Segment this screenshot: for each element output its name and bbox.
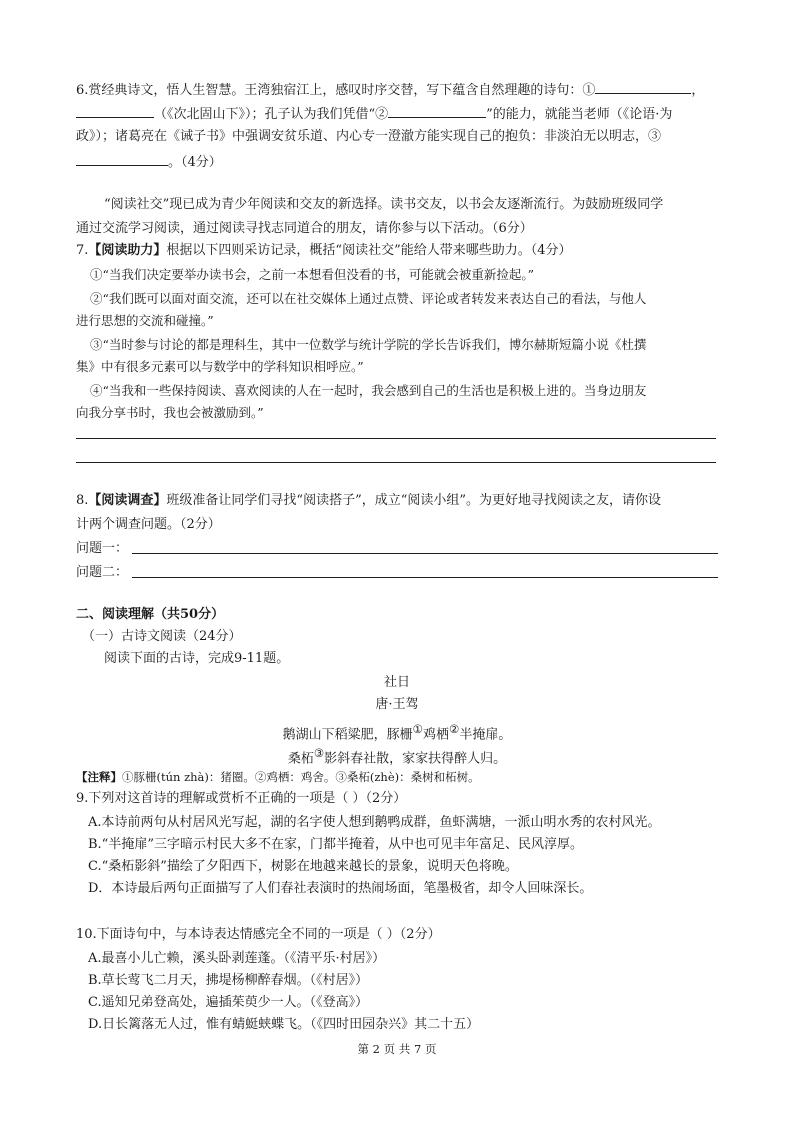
q9-stem: 9.下列对这首诗的理解或赏析不正确的一项是（ ）（2分） bbox=[76, 791, 407, 806]
q8-prompt-1: 问题一： bbox=[76, 541, 129, 556]
q7-record-2b: 进行思想的交流和碰撞。” bbox=[76, 313, 214, 328]
poem-line-1: 鹅湖山下稻粱肥，豚栅①鸡栖②半掩扉。 bbox=[282, 722, 512, 743]
q8-answer-line-1[interactable] bbox=[132, 553, 718, 554]
q10-option-c[interactable]: C.遥知兄弟登高处，遍插茱萸少一人。（《登高》） bbox=[88, 995, 369, 1010]
q10-option-b[interactable]: B.草长莺飞二月天，拂堤杨柳醉春烟。（《村居》） bbox=[88, 973, 369, 988]
q6-blank-3[interactable] bbox=[76, 152, 168, 166]
section-2-instruction: 阅读下面的古诗，完成9-11题。 bbox=[104, 651, 290, 666]
q8-prompt-2: 问题二： bbox=[76, 565, 129, 580]
q6-blank-2[interactable] bbox=[388, 104, 486, 118]
q7-record-3b: 集》中有很多元素可以与数学中的学科知识相呼应。” bbox=[76, 359, 364, 374]
q8-line-2: 计两个调查问题。（2分） bbox=[76, 517, 221, 532]
section-2-title: 二、阅读理解（共50分） bbox=[76, 607, 225, 622]
poem-author: 唐·王驾 bbox=[375, 697, 419, 712]
q9-option-d[interactable]: D．本诗最后两句正面描写了人们春社表演时的热闹场面，笔墨极省，却令人回味深长。 bbox=[88, 881, 593, 896]
q8-line-1: 8.【阅读调查】班级准备让同学们寻找“阅读搭子”，成立“阅读小组”。为更好地寻找阅读之友，请你设 bbox=[76, 493, 662, 508]
poem-annotation: 【注释】①豚栅(tún zhà)：猪圈。②鸡栖：鸡舍。③桑柘(zhè)：桑树和柘树。 bbox=[76, 770, 480, 784]
q9-option-a[interactable]: A.本诗前两句从村居风光写起，湖的名字使人想到鹅鸭成群，鱼虾满塘，一派山明水秀的农村风光。 bbox=[88, 815, 661, 830]
q8-answer-line-2[interactable] bbox=[132, 577, 718, 578]
section-2-subtitle: （一）古诗文阅读（24分） bbox=[82, 629, 242, 644]
q7-record-4b: 向我分享书时，我也会被激励到。” bbox=[76, 405, 264, 420]
q10-stem: 10.下面诗句中，与本诗表达情感完全不同的一项是（ ）（2分） bbox=[76, 927, 441, 942]
q6-line-3: 政》）；诸葛亮在《诫子书》中强调安贫乐道、内心专一澄澈方能实现自己的抱负：非淡泊无以明志，③ bbox=[76, 129, 662, 144]
poem-line-2: 桑柘③影斜春社散，家家扶得醉人归。 bbox=[287, 746, 507, 767]
q9-option-c[interactable]: C.“桑柘影斜”描绘了夕阳西下，树影在地越来越长的景象，说明天色将晚。 bbox=[88, 859, 518, 874]
q6-blank-1-cont[interactable] bbox=[76, 104, 154, 118]
q7-record-1: ①“当我们决定要举办读书会，之前一本想看但没看的书，可能就会被重新捡起。” bbox=[90, 267, 535, 282]
page-footer: 第 2 页 共 7 页 bbox=[357, 1042, 437, 1056]
q6-line-4: 。（4分） bbox=[76, 152, 222, 172]
q7-record-2a: ②“我们既可以面对面交流，还可以在社交媒体上通过点赞、评论或者转发来表达自己的看法，与他人 bbox=[90, 291, 647, 306]
q10-option-d[interactable]: D.日长篱落无人过，惟有蜻蜓蛱蝶飞。（《四时田园杂兴》其二十五） bbox=[88, 1017, 480, 1032]
q6-line-2: （《次北固山下》）；孔子认为我们凭借“② ”的能力，就能当老师（《论语·为 bbox=[76, 104, 672, 124]
q7-record-4a: ④“当我和一些保持阅读、喜欢阅读的人在一起时，我会感到自己的生活也是积极上进的。当身边朋友 bbox=[90, 383, 647, 398]
q6-line-1: 6.赏经典诗文，悟人生智慧。王湾独宿江上，感叹时序交替，写下蕴含自然理趣的诗句：① ， bbox=[76, 80, 704, 100]
q10-option-a[interactable]: A.最喜小儿亡赖，溪头卧剥莲蓬。（《清平乐·村居》） bbox=[88, 951, 386, 966]
poem-title: 社日 bbox=[383, 675, 410, 690]
q7-answer-line-1[interactable] bbox=[76, 438, 716, 439]
q6-blank-1[interactable] bbox=[595, 80, 691, 94]
q7-answer-line-2[interactable] bbox=[76, 462, 716, 463]
q7-record-3a: ③“当时参与讨论的都是理科生，其中一位数学与统计学院的学长告诉我们，博尔赫斯短篇小说《杜撰 bbox=[90, 337, 647, 352]
q7-title: 7.【阅读助力】根据以下四则采访记录，概括“阅读社交”能给人带来哪些助力。（4分） bbox=[76, 243, 572, 258]
intro-line-1: “阅读社交”现已成为青少年阅读和交友的新选择。读书交友，以书会友逐渐流行。为鼓励班级同学 bbox=[104, 197, 664, 212]
intro-line-2: 通过交流学习阅读，通过阅读寻找志同道合的朋友，请你参与以下活动。（6分） bbox=[76, 221, 533, 236]
q9-option-b[interactable]: B.“半掩扉”三字暗示村民大多不在家，门都半掩着，从中也可见丰年富足、民风淳厚。 bbox=[88, 837, 583, 852]
